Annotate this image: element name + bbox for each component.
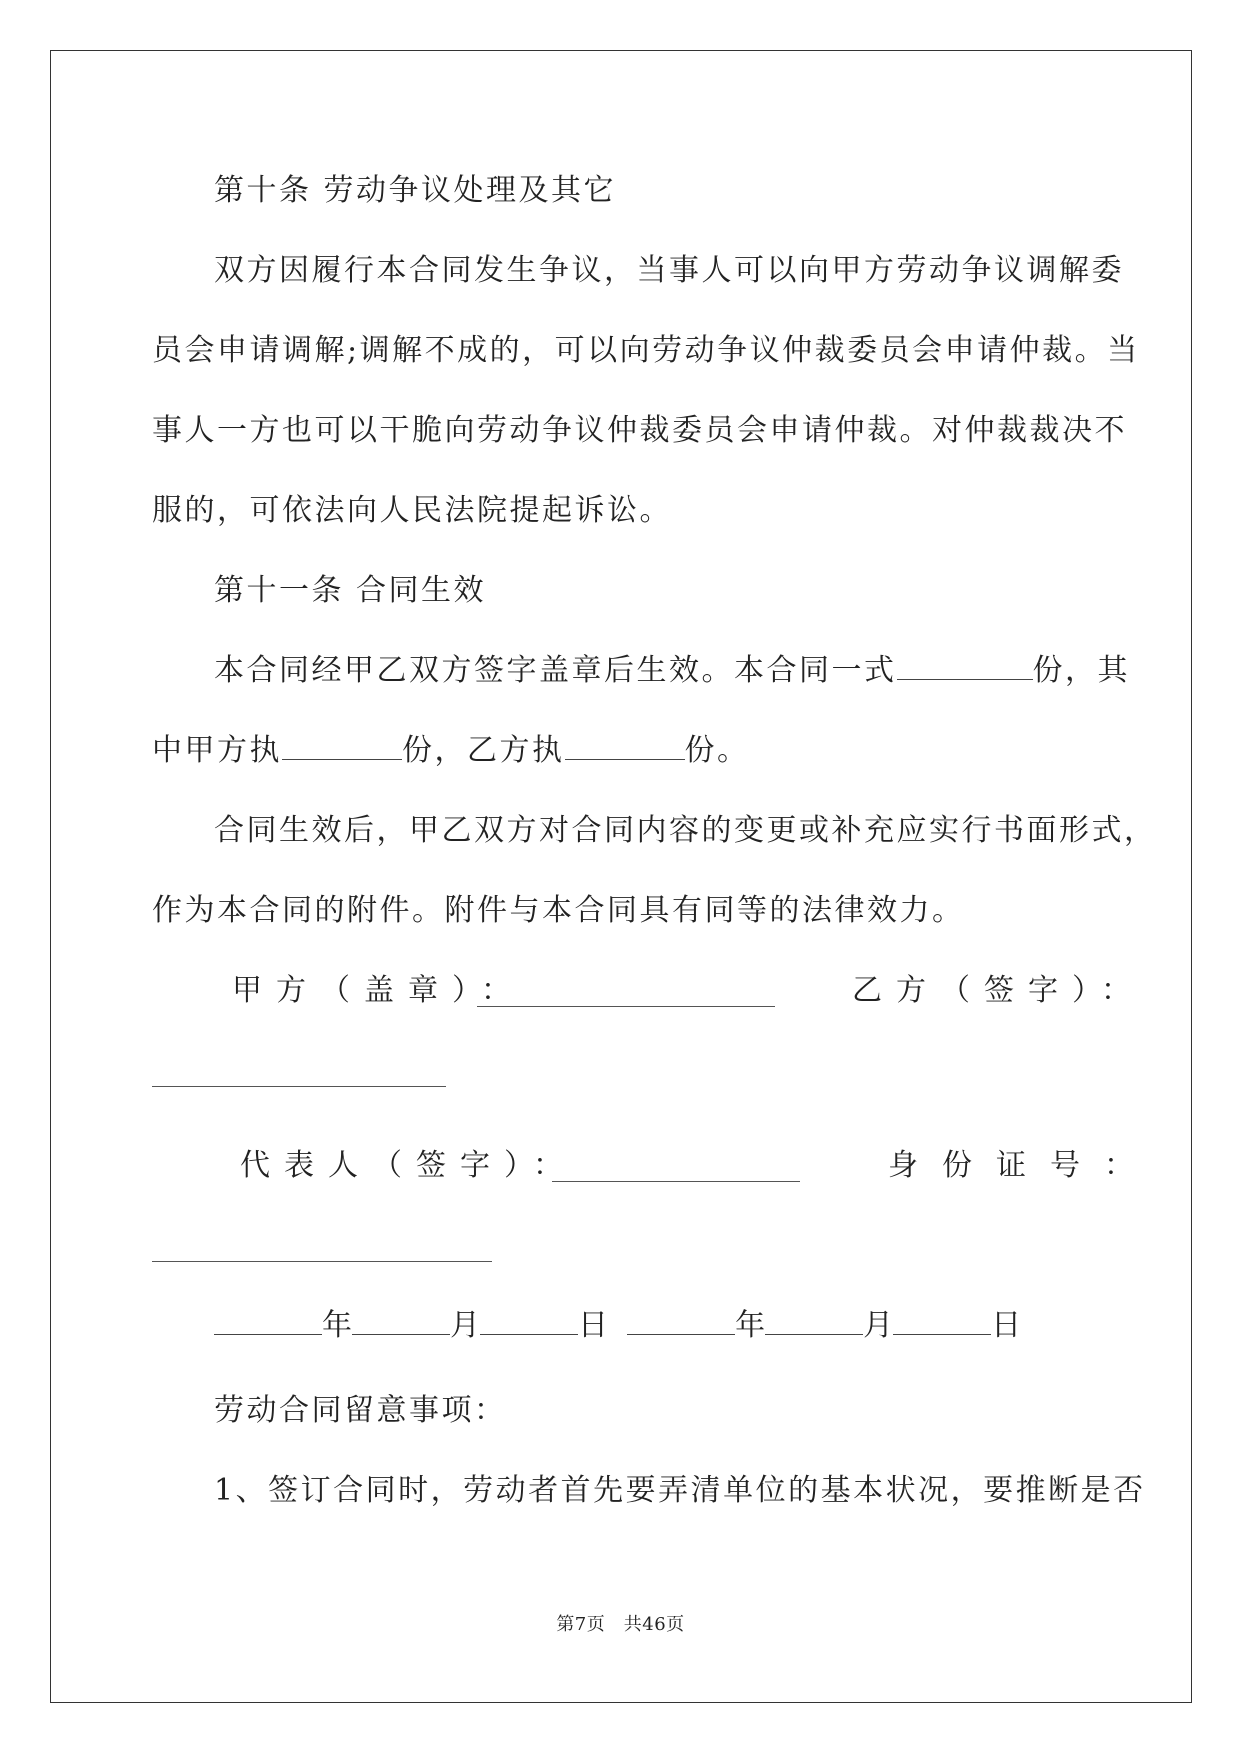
party-a-signature-line xyxy=(477,1006,775,1007)
month-blank xyxy=(352,1306,450,1335)
notes-title: 劳动合同留意事项： xyxy=(214,1393,507,1428)
paragraph-line: 事人一方也可以干脆向劳动争议仲裁委员会申请仲裁。对仲裁裁决不 xyxy=(152,413,1127,448)
text-fragment: 份。 xyxy=(684,733,750,768)
party-a-copies-blank xyxy=(282,731,402,760)
party-a-label: 甲方（盖章）： xyxy=(232,973,525,1008)
month-label: 月 xyxy=(863,1308,894,1343)
day-blank xyxy=(480,1306,578,1335)
paragraph-line: 双方因履行本合同发生争议，当事人可以向甲方劳动争议调解委 xyxy=(214,253,1124,288)
paragraph-line: 服的，可依法向人民法院提起诉讼。 xyxy=(152,493,672,528)
paragraph-line xyxy=(152,731,750,771)
representative-signature-line xyxy=(552,1181,800,1182)
note-item: 1、签订合同时，劳动者首先要弄清单位的基本状况，要推断是否 xyxy=(214,1473,1146,1508)
day-label: 日 xyxy=(578,1308,608,1343)
party-b-signature-line xyxy=(152,1086,446,1087)
paragraph-line xyxy=(214,651,1130,691)
text-fragment: 本合同经甲乙双方签字盖章后生效。本合同一式 xyxy=(214,653,897,688)
representative-label: 代表人（签字）： xyxy=(240,1148,577,1183)
text-fragment: 份，乙方执 xyxy=(402,733,565,768)
party-b-label: 乙方（签字）： xyxy=(852,973,1145,1008)
page-border xyxy=(50,50,1192,1703)
text-fragment: 份，其 xyxy=(1032,653,1130,688)
id-number-label: 身份证号： xyxy=(888,1148,1158,1183)
day-blank xyxy=(893,1306,991,1335)
paragraph-line: 作为本合同的附件。附件与本合同具有同等的法律效力。 xyxy=(152,893,965,928)
article-10-heading: 第十条 劳动争议处理及其它 xyxy=(214,173,617,208)
month-blank xyxy=(765,1306,863,1335)
copies-blank xyxy=(897,651,1033,680)
paragraph-line: 员会申请调解;调解不成的，可以向劳动争议仲裁委员会申请仲裁。当 xyxy=(152,333,1140,368)
year-label: 年 xyxy=(322,1308,352,1343)
date-row xyxy=(214,1306,1021,1346)
page-number-footer: 第7页 共46页 xyxy=(556,1614,685,1635)
year-label: 年 xyxy=(735,1308,766,1343)
paragraph-line: 合同生效后，甲乙双方对合同内容的变更或补充应实行书面形式， xyxy=(214,813,1157,848)
year-blank xyxy=(627,1306,735,1335)
party-b-copies-blank xyxy=(565,731,685,760)
month-label: 月 xyxy=(450,1308,480,1343)
article-11-heading: 第十一条 合同生效 xyxy=(214,573,487,608)
day-label: 日 xyxy=(991,1308,1022,1343)
year-blank xyxy=(214,1306,322,1335)
id-number-line xyxy=(152,1261,492,1262)
text-fragment: 中甲方执 xyxy=(152,733,282,768)
